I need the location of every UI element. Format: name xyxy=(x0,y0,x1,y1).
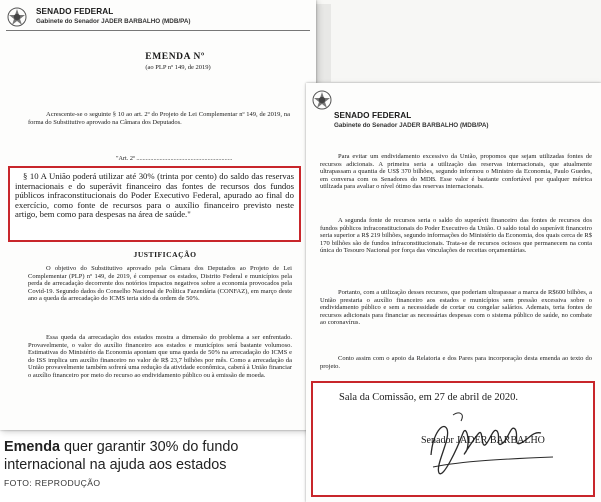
photo-caption xyxy=(4,438,294,488)
background-page-strip xyxy=(315,4,331,82)
header-rule xyxy=(6,30,310,31)
body-paragraph-2: A segunda fonte de recursos seria o saldo do superávit financeiro das fontes de recursos dos fundos públicos infraconstitucionais do Poder Executivo da União. O saldo total do superávit financeiro seria superior a R$ 219 bilhões, segundo informações do Ministério da Economia, dos quais cerca de R$ 170 bilhões são de fundos infraconstitucionais. Trata-se de recursos ociosos que permanecem na conta única do Tesouro Nacional por força das vinculações de receitas orçamentárias. xyxy=(320,217,592,254)
coat-of-arms-icon xyxy=(311,89,333,111)
office-name: Gabinete do Senador JADER BARBALHO (MDB/PA) xyxy=(36,18,191,25)
org-name: SENADO FEDERAL xyxy=(334,111,412,120)
amendment-title: EMENDA Nº xyxy=(145,52,205,62)
article-label: "Art. 2º .............................................................. xyxy=(116,155,233,162)
body-paragraph-3: Portanto, com a utilização desses recursos, que poderiam ultrapassar a marca de R$600 bilhões, a União prestaria o auxílio financeiro aos estados e municípios sem pressão excessiva sobre o endividamento público e sem a necessidade de cortar ou congelar salários. Ademais, teria fontes de recursos adicionais para financiar as necessárias despesas com o sistema público de saúde, no combate ao coronavírus. xyxy=(320,289,592,326)
intro-paragraph: Acrescente-se o seguinte § 10 ao art. 2º do Projeto de Lei Complementar nº 149, de 2019, na forma do Substitutivo aprovado na Câmara dos Deputados. xyxy=(28,111,290,126)
caption-title xyxy=(4,438,294,474)
session-date: Sala da Comissão, em 27 de abril de 2020. xyxy=(339,392,519,403)
justification-paragraph-2: Essa queda da arrecadação dos estados mostra a dimensão do problema a ser enfrentado. Provavelmente, o valor do auxílio financeiro aos estados e municípios será bastante volumoso. Estimativas do Ministério da Economia apontam que uma queda de 50% na arrecadação do ICMS e do ISS implica um auxílio financeiro no valor de R$ 23,7 bilhões por mês. Como a arrecadação da União provavelmente também sofrerá uma redução da atividade econômica, caberá à União financiar o auxílio financeiro por meio do recurso ao endividamento público ou à emissão de moeda. xyxy=(28,334,292,379)
background-page xyxy=(311,0,601,86)
highlighted-paragraph xyxy=(8,166,301,242)
signer-name: Senador JADER BARBALHO xyxy=(421,435,545,446)
photo-credit: FOTO: REPRODUÇÃO xyxy=(4,478,101,488)
coat-of-arms-icon xyxy=(6,6,28,28)
justification-heading: JUSTIFICAÇÃO xyxy=(133,250,197,259)
signature-block xyxy=(311,381,595,497)
amendment-ref: (ao PLP nº 149, de 2019) xyxy=(145,64,211,71)
highlighted-text: § 10 A União poderá utilizar até 30% (trinta por cento) do saldo das reservas internacionais e do superávit financeiro das fontes de recursos dos fundos públicos infraconstitucionais do Poder Executivo Federal, apurado ao final do exercício, como fonte de recursos para o auxílio financeiro previsto neste artigo, bem como para despesas na área de saúde." xyxy=(15,171,294,220)
office-name: Gabinete do Senador JADER BARBALHO (MDB/PA) xyxy=(334,122,489,129)
caption-bold: Emenda xyxy=(4,439,60,455)
justification-paragraph-1: O objetivo do Substitutivo aprovado pela Câmara dos Deputados ao Projeto de Lei Complementar (PLP) nº 149, de 2019, é compensar os estados, Distrito Federal e municípios pela perda de arrecadação decorrente dos notórios impactos negativos sobre a economia provocados pela Covid-19. Segundo dados do Conselho Nacional de Política Fazendária (CONFAZ), em março deste ano a queda da arrecadação do ICMS teria sido da ordem de 50%. xyxy=(28,265,292,302)
document-page-2 xyxy=(306,83,601,502)
body-paragraph-4: Conto assim com o apoio da Relatoria e dos Pares para incorporação desta emenda ao texto do projeto. xyxy=(320,355,592,370)
body-paragraph-1: Para evitar um endividamento excessivo da União, propomos que sejam utilizadas fontes de recursos adicionais. A primeira seria a utilização das reservas internacionais, que atualmente ultrapassam a quantia de US$ 370 bilhões, segundo informou o Ministro da Economia, Paulo Guedes, em conversa com os Senadores do MDB. Esse valor é bastante confortável por qualquer métrica utilizada para avaliar o nível ótimo das reservas internacionais. xyxy=(320,153,592,190)
caption-text: quer garantir 30% do fundo internacional na ajuda aos estados xyxy=(4,439,239,473)
org-name: SENADO FEDERAL xyxy=(36,7,114,16)
document-page-1 xyxy=(0,0,316,430)
